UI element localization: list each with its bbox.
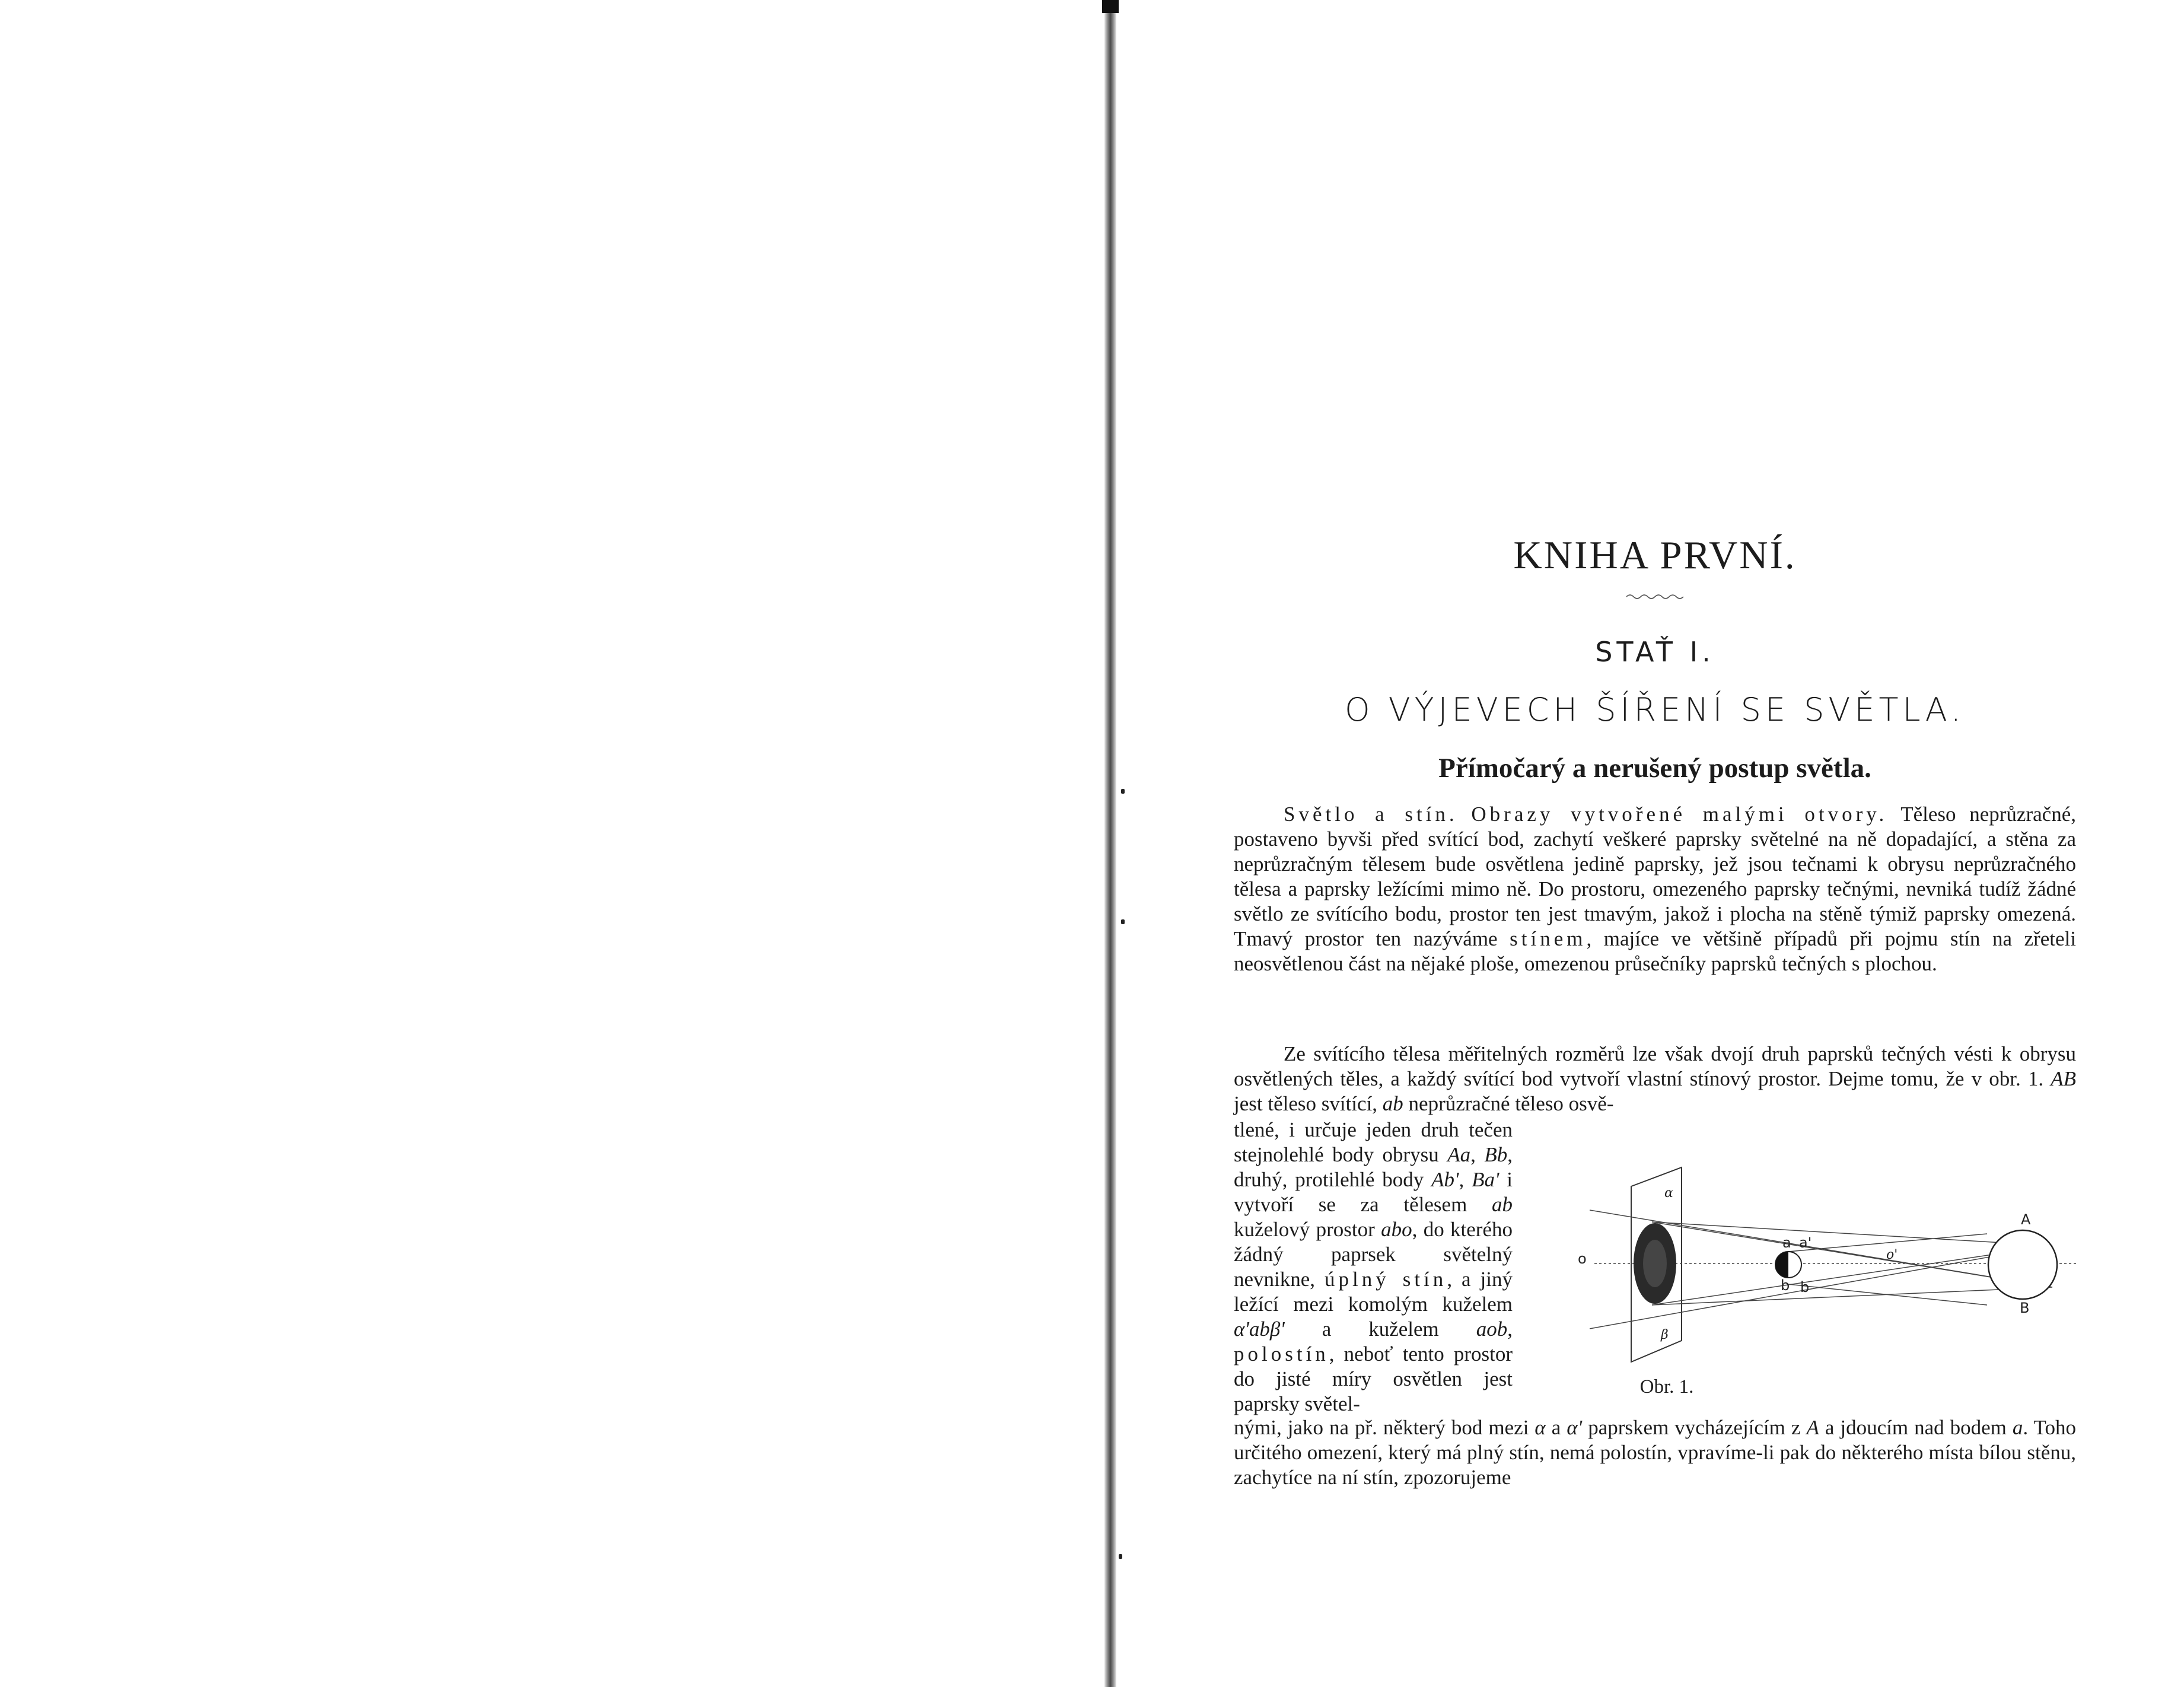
right-page: [1234, 0, 2076, 1687]
paragraph-text: , majíce ve většině případů při pojmu stín na zřeteli neosvětlenou část na nějaké ploše, omezenou průsečníky paprsků tečných s plochou.: [1234, 927, 2076, 975]
symbol: Ab': [1431, 1168, 1459, 1191]
lead-phrase: Obrazy vytvořené malými otvory.: [1471, 803, 1888, 826]
book-title: KNIHA PRVNÍ.: [1513, 533, 1797, 577]
lead-phrase: Světlo a stín.: [1284, 803, 1458, 826]
figure-caption: Obr. 1.: [1639, 1376, 1694, 1398]
shadow-diagram: [1578, 1163, 2076, 1394]
paragraph-text: , a jiný ležící mezi komolým kuželem: [1234, 1268, 1513, 1316]
label-o: o: [1578, 1250, 1587, 1267]
paragraph-text: paprskem vycházejícím z: [1582, 1416, 1807, 1439]
paragraph-text: neprůzračné těleso osvě-: [1403, 1092, 1614, 1115]
figure-1: [1578, 1163, 2076, 1394]
book-gutter: [1104, 0, 1116, 1687]
paragraph-text: ,: [1470, 1143, 1485, 1166]
paragraph-text: i vytvoří se za tělesem: [1234, 1168, 1513, 1216]
paragraph-text: ,: [1507, 1317, 1513, 1341]
paragraph-text: , druhý, protilehlé body: [1234, 1143, 1513, 1191]
label-a-prime: a': [1799, 1234, 1812, 1251]
symbol: a: [2012, 1416, 2023, 1439]
label-A: A: [2021, 1211, 2031, 1228]
label-B: B: [2020, 1300, 2030, 1316]
paragraph-text: , do kterého žádný paprsek světelný nevnikne,: [1234, 1218, 1513, 1291]
paragraph-text: , neboť tento prostor do jisté míry osvětlen jest paprsky světel-: [1234, 1342, 1513, 1415]
paragraph-text: jest těleso svítící,: [1234, 1092, 1383, 1115]
symbol: α': [1567, 1416, 1583, 1439]
opaque-body-dark-half: [1775, 1252, 1788, 1278]
paragraph-text: kuželový prostor: [1234, 1218, 1381, 1241]
symbol: A: [1806, 1416, 1819, 1439]
gutter-top-mark: [1102, 0, 1119, 13]
term: úplný stín: [1325, 1268, 1447, 1291]
label-beta: β: [1661, 1328, 1669, 1342]
paragraph-text: nými, jako na př. některý bod mezi: [1234, 1416, 1535, 1439]
gutter-speck: [1119, 1554, 1122, 1559]
paragraph-2: [1234, 1042, 2076, 1116]
paragraph-text: tlené, i určuje jeden druh tečen stejnolehlé body obrysu: [1234, 1118, 1513, 1166]
symbol: Aa: [1447, 1143, 1471, 1166]
gutter-speck: [1121, 789, 1125, 794]
paragraph-text: ,: [1459, 1168, 1472, 1191]
label-b: b: [1781, 1277, 1790, 1294]
chapter-number: STAŤ I.: [1595, 636, 1715, 668]
symbol: Bb: [1484, 1143, 1508, 1166]
label-o-prime: o': [1886, 1247, 1898, 1262]
symbol: ab: [1492, 1193, 1513, 1216]
paragraph-text: a: [1545, 1416, 1567, 1439]
paragraph-text: a kuželem: [1284, 1317, 1476, 1341]
symbol: ab: [1382, 1092, 1403, 1115]
paragraph-text: Těleso neprůzračné, postaveno byvši před svítící bod, zachytí veškeré paprsky světelné na ně dopadající, a stěna za neprůzračným tělesem bude osvětlena jedině paprsky, jež jsou tečnami k obrysu neprůzračného tělesa a paprsky ležícími mimo ně. Do prostoru, omezeného paprsky tečnými, nevniká tudíž žádné světlo ze svítícího bodu, prostor ten jest tmavým, jakož i plocha na stěně týmiž paprsky omezená. Tmavý prostor ten nazýváme: [1234, 803, 2076, 950]
symbol: abo: [1381, 1218, 1412, 1241]
paragraph-text: Ze svítícího tělesa měřitelných rozměrů lze však dvojí druh paprsků tečných vésti k obrysu osvětlených těles, a každý svítící bod vytvoří vlastní stínový prostor. Dejme tomu, že v obr. 1.: [1234, 1042, 2076, 1090]
paragraph-text: . Toho určitého omezení, který má plný stín, nemá polostín, vpravíme-li pak do některého místa bílou stěnu, zachytíce na ní stín, zpozorujeme: [1234, 1416, 2076, 1489]
term: stínem: [1510, 927, 1587, 950]
symbol: AB: [2051, 1067, 2076, 1090]
term: polostín: [1234, 1342, 1329, 1365]
label-a: a: [1782, 1234, 1791, 1251]
paragraph-beside-figure: [1234, 1118, 1513, 1417]
symbol: Ba': [1472, 1168, 1499, 1191]
symbol: aob: [1476, 1317, 1508, 1341]
section-title: Přímočarý a nerušený postup světla.: [1438, 753, 1871, 784]
paragraph-3: [1234, 1415, 2076, 1490]
luminous-body: [1988, 1230, 2057, 1299]
paragraph-1: [1234, 802, 2076, 976]
umbra-core: [1643, 1240, 1667, 1287]
label-alpha: α: [1664, 1186, 1673, 1201]
symbol: α'abβ': [1234, 1317, 1285, 1341]
label-b-prime: b: [1800, 1279, 1810, 1296]
paragraph-text: a jdoucím nad bodem: [1819, 1416, 2013, 1439]
title-ornament: [1625, 593, 1685, 600]
chapter-title: O VÝJEVECH ŠÍŘENÍ SE SVĚTLA.: [1345, 691, 1965, 728]
gutter-speck: [1121, 919, 1125, 924]
symbol: α: [1534, 1416, 1546, 1439]
